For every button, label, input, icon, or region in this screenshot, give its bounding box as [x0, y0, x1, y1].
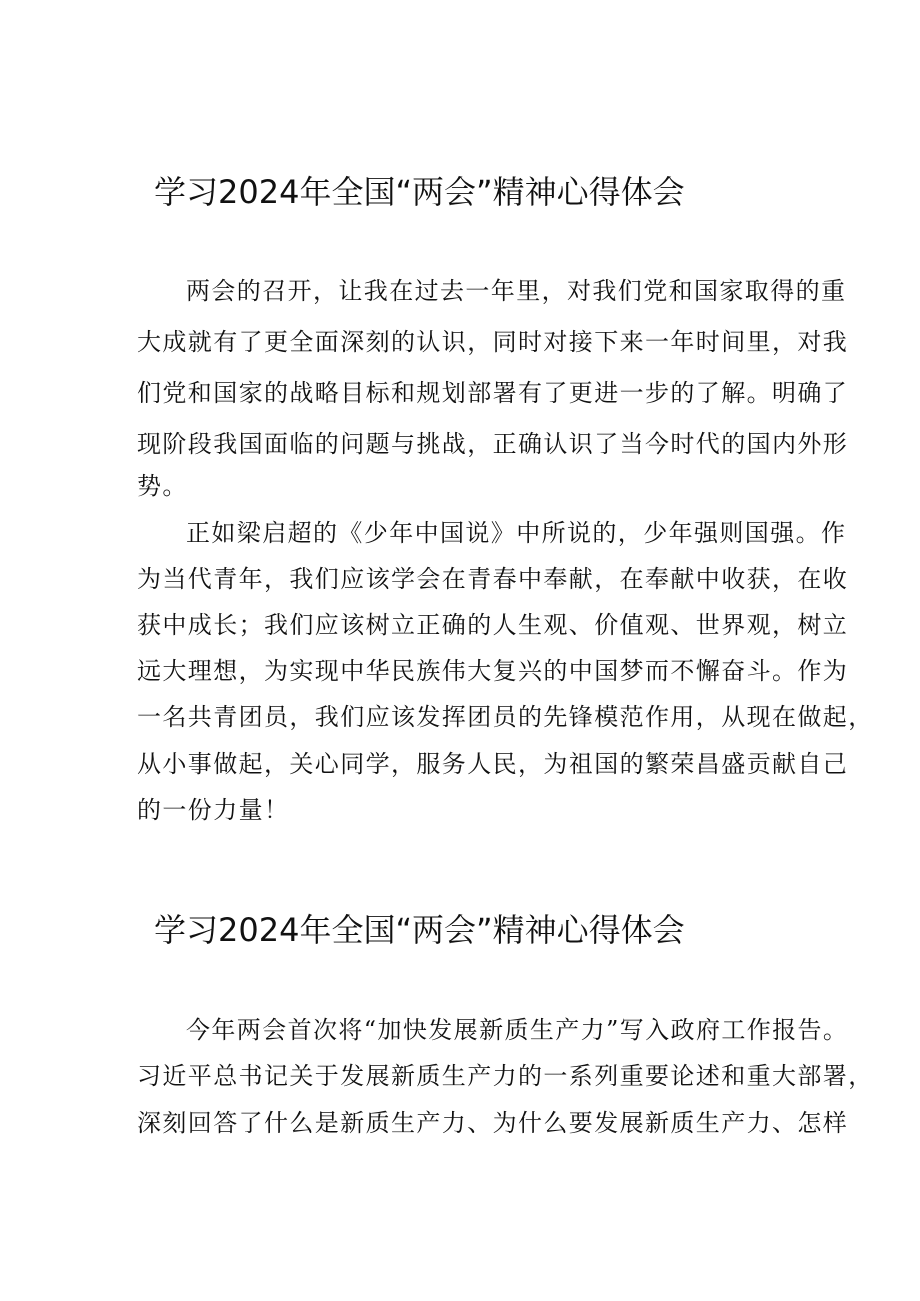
text-line: 现阶段我国面临的问题与挑战，正确认识了当今时代的国内外形 — [137, 430, 849, 458]
text-line: 获中成长；我们应该树立正确的人生观、价值观、世界观，树立 — [137, 611, 849, 639]
text-line: 的一份力量！ — [137, 796, 290, 824]
text-line: 一名共青团员，我们应该发挥团员的先锋模范作用，从现在做起， — [137, 703, 874, 731]
text-line: 深刻回答了什么是新质生产力、为什么要发展新质生产力、怎样 — [137, 1109, 849, 1137]
text-line: 势。 — [137, 472, 188, 500]
text-line: 正如梁启超的《少年中国说》中所说的，少年强则国强。作 — [186, 519, 847, 547]
text-line: 从小事做起，关心同学，服务人民，为祖国的繁荣昌盛贡献自己 — [137, 750, 849, 778]
text-line: 为当代青年，我们应该学会在青春中奉献，在奉献中收获，在收 — [137, 565, 849, 593]
section-title: 学习2024年全国“两会”精神心得体会 — [154, 911, 685, 949]
text-line: 两会的召开，让我在过去一年里，对我们党和国家取得的重 — [186, 277, 847, 305]
text-line: 们党和国家的战略目标和规划部署有了更进一步的了解。明确了 — [137, 379, 849, 407]
section-title: 学习2024年全国“两会”精神心得体会 — [154, 173, 685, 211]
text-line: 习近平总书记关于发展新质生产力的一系列重要论述和重大部署， — [137, 1062, 874, 1090]
text-line: 远大理想，为实现中华民族伟大复兴的中国梦而不懈奋斗。作为 — [137, 657, 849, 685]
text-line: 大成就有了更全面深刻的认识，同时对接下来一年时间里，对我 — [137, 328, 849, 356]
text-line: 今年两会首次将“加快发展新质生产力”写入政府工作报告。 — [186, 1016, 849, 1044]
